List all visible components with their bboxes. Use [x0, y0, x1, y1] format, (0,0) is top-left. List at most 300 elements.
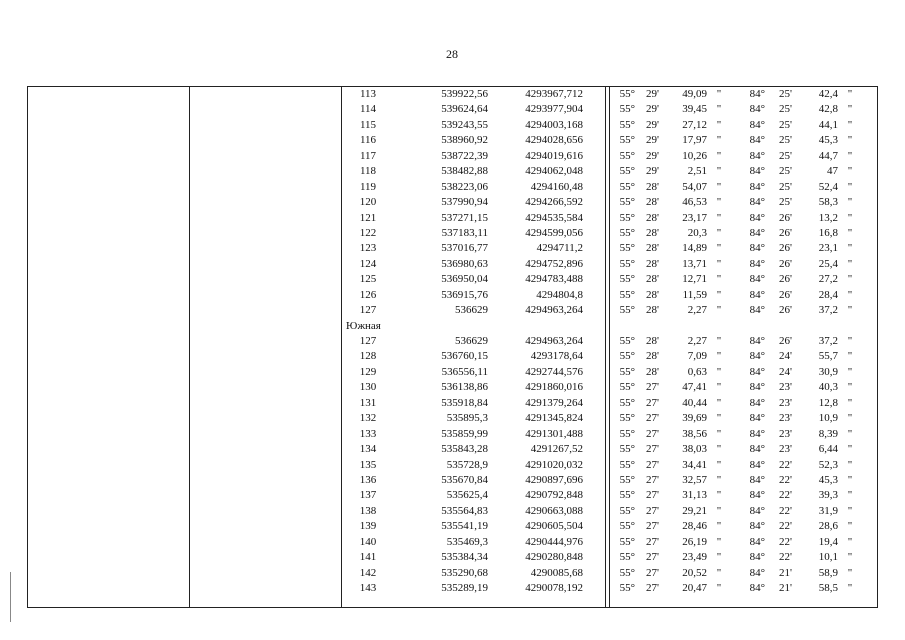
- longitude-seconds: 52,3: [818, 458, 838, 471]
- x-coordinate: 536950,04: [441, 273, 488, 286]
- y-coordinate: 4294535,584: [525, 211, 583, 224]
- longitude-minutes: 26': [779, 257, 792, 270]
- longitude-seconds: 42,8: [818, 103, 838, 116]
- latitude-degrees: 55°: [619, 582, 635, 594]
- latitude-degrees: 55°: [619, 381, 635, 394]
- longitude-seconds: 25,4: [818, 257, 838, 270]
- longitude-seconds: 52,4: [818, 180, 838, 193]
- latitude-seconds-mark: ": [716, 273, 722, 286]
- latitude-seconds-mark: ": [716, 427, 722, 440]
- latitude-seconds-mark: ": [716, 412, 722, 425]
- y-coordinate: 4294711,2: [536, 242, 583, 255]
- longitude-seconds: 10,9: [818, 412, 838, 425]
- longitude-minutes: 26': [779, 242, 792, 255]
- latitude-seconds: 13,71: [682, 257, 707, 270]
- y-coordinate: 4290897,696: [525, 473, 583, 486]
- table-row: [0, 211, 905, 226]
- latitude-degrees: 55°: [619, 226, 635, 239]
- latitude-seconds: 47,41: [682, 381, 707, 394]
- longitude-seconds-mark: ": [847, 118, 853, 131]
- longitude-seconds: 6,44: [818, 443, 838, 456]
- latitude-seconds: 17,97: [682, 134, 707, 147]
- latitude-minutes: 29': [646, 88, 659, 100]
- latitude-seconds: 29,21: [682, 504, 707, 517]
- longitude-seconds: 37,2: [818, 335, 838, 347]
- latitude-minutes: 29': [646, 134, 659, 147]
- table-row: [0, 272, 905, 287]
- longitude-seconds: 58,3: [818, 196, 838, 209]
- longitude-degrees: 84°: [749, 365, 765, 378]
- latitude-minutes: 28': [646, 365, 659, 378]
- longitude-degrees: 84°: [749, 489, 765, 502]
- longitude-seconds: 28,6: [818, 520, 838, 533]
- longitude-degrees: 84°: [749, 458, 765, 471]
- x-coordinate: 535289,19: [441, 582, 488, 594]
- point-number: 125: [359, 273, 377, 286]
- table-row: [0, 349, 905, 364]
- longitude-seconds-mark: ": [847, 412, 853, 425]
- x-coordinate: 535670,84: [441, 473, 488, 486]
- latitude-degrees: 55°: [619, 103, 635, 116]
- x-coordinate: 537990,94: [441, 196, 488, 209]
- x-coordinate: 536556,11: [441, 365, 488, 378]
- latitude-seconds-mark: ": [716, 335, 722, 347]
- longitude-degrees: 84°: [749, 381, 765, 394]
- longitude-seconds-mark: ": [847, 489, 853, 502]
- x-coordinate: 535918,84: [441, 396, 488, 409]
- point-number: 135: [359, 458, 377, 471]
- longitude-seconds: 13,2: [818, 211, 838, 224]
- longitude-degrees: 84°: [749, 118, 765, 131]
- latitude-seconds-mark: ": [716, 566, 722, 579]
- point-number: 127: [359, 335, 377, 347]
- table-row: [0, 241, 905, 256]
- longitude-degrees: 84°: [749, 88, 765, 100]
- latitude-seconds: 39,69: [682, 412, 707, 425]
- latitude-degrees: 55°: [619, 288, 635, 301]
- latitude-seconds-mark: ": [716, 582, 722, 594]
- latitude-minutes: 27': [646, 520, 659, 533]
- latitude-seconds: 23,49: [682, 551, 707, 564]
- latitude-minutes: 28': [646, 350, 659, 363]
- latitude-minutes: 27': [646, 535, 659, 548]
- latitude-seconds-mark: ": [716, 88, 722, 100]
- longitude-minutes: 22': [779, 489, 792, 502]
- y-coordinate: 4292744,576: [525, 365, 583, 378]
- latitude-seconds: 34,41: [682, 458, 707, 471]
- y-coordinate: 4294752,896: [525, 257, 583, 270]
- longitude-degrees: 84°: [749, 443, 765, 456]
- latitude-seconds: 2,27: [687, 335, 707, 347]
- longitude-seconds-mark: ": [847, 566, 853, 579]
- longitude-minutes: 26': [779, 304, 792, 317]
- latitude-seconds-mark: ": [716, 257, 722, 270]
- longitude-minutes: 22': [779, 520, 792, 533]
- longitude-minutes: 23': [779, 443, 792, 456]
- latitude-minutes: 29': [646, 165, 659, 178]
- longitude-degrees: 84°: [749, 566, 765, 579]
- point-number: 115: [359, 118, 377, 131]
- latitude-seconds: 32,57: [682, 473, 707, 486]
- table-row: [0, 411, 905, 426]
- longitude-degrees: 84°: [749, 226, 765, 239]
- longitude-seconds: 58,9: [818, 566, 838, 579]
- longitude-seconds: 31,9: [818, 504, 838, 517]
- latitude-minutes: 27': [646, 396, 659, 409]
- longitude-seconds-mark: ": [847, 535, 853, 548]
- x-coordinate: 535843,28: [441, 443, 488, 456]
- latitude-degrees: 55°: [619, 211, 635, 224]
- longitude-seconds-mark: ": [847, 88, 853, 100]
- table-row: [0, 396, 905, 411]
- longitude-seconds: 47: [827, 165, 838, 178]
- latitude-seconds: 38,56: [682, 427, 707, 440]
- longitude-seconds-mark: ": [847, 381, 853, 394]
- latitude-minutes: 28': [646, 335, 659, 347]
- table-row: [0, 164, 905, 179]
- section-label: Южная: [346, 319, 381, 332]
- latitude-seconds-mark: ": [716, 149, 722, 162]
- longitude-minutes: 23': [779, 381, 792, 394]
- latitude-seconds-mark: ": [716, 134, 722, 147]
- latitude-degrees: 55°: [619, 304, 635, 317]
- y-coordinate: 4290663,088: [525, 504, 583, 517]
- point-number: 122: [359, 226, 377, 239]
- table-row: [0, 458, 905, 473]
- longitude-minutes: 26': [779, 335, 792, 347]
- longitude-minutes: 23': [779, 427, 792, 440]
- y-coordinate: 4294599,056: [525, 226, 583, 239]
- longitude-seconds: 10,1: [818, 551, 838, 564]
- latitude-seconds-mark: ": [716, 520, 722, 533]
- table-row: [0, 535, 905, 550]
- latitude-seconds-mark: ": [716, 165, 722, 178]
- longitude-seconds-mark: ": [847, 257, 853, 270]
- y-coordinate: 4293178,64: [530, 350, 583, 363]
- latitude-degrees: 55°: [619, 520, 635, 533]
- longitude-seconds-mark: ": [847, 582, 853, 594]
- latitude-minutes: 28': [646, 257, 659, 270]
- latitude-minutes: 27': [646, 551, 659, 564]
- latitude-seconds-mark: ": [716, 489, 722, 502]
- x-coordinate: 538223,06: [441, 180, 488, 193]
- y-coordinate: 4290280,848: [525, 551, 583, 564]
- x-coordinate: 536629: [455, 335, 488, 347]
- point-number: 127: [359, 304, 377, 317]
- table-row: [0, 473, 905, 488]
- y-coordinate: 4293967,712: [525, 88, 583, 100]
- longitude-seconds: 16,8: [818, 226, 838, 239]
- longitude-seconds: 8,39: [818, 427, 838, 440]
- longitude-minutes: 23': [779, 396, 792, 409]
- latitude-minutes: 27': [646, 458, 659, 471]
- latitude-seconds-mark: ": [716, 180, 722, 193]
- longitude-minutes: 23': [779, 412, 792, 425]
- longitude-seconds-mark: ": [847, 165, 853, 178]
- y-coordinate: 4294963,264: [525, 335, 583, 347]
- longitude-seconds: 58,5: [818, 582, 838, 594]
- table-row: [0, 257, 905, 272]
- latitude-minutes: 27': [646, 381, 659, 394]
- longitude-degrees: 84°: [749, 335, 765, 347]
- x-coordinate: 535541,19: [441, 520, 488, 533]
- latitude-degrees: 55°: [619, 396, 635, 409]
- latitude-seconds: 0,63: [687, 365, 707, 378]
- longitude-minutes: 22': [779, 504, 792, 517]
- longitude-seconds: 12,8: [818, 396, 838, 409]
- latitude-seconds-mark: ": [716, 103, 722, 116]
- longitude-degrees: 84°: [749, 304, 765, 317]
- latitude-seconds: 10,26: [682, 149, 707, 162]
- latitude-minutes: 28': [646, 288, 659, 301]
- latitude-minutes: 29': [646, 118, 659, 131]
- latitude-degrees: 55°: [619, 551, 635, 564]
- y-coordinate: 4291020,032: [525, 458, 583, 471]
- point-number: 121: [359, 211, 377, 224]
- longitude-seconds-mark: ": [847, 242, 853, 255]
- x-coordinate: 539922,56: [441, 88, 488, 100]
- point-number: 124: [359, 257, 377, 270]
- point-number: 131: [359, 396, 377, 409]
- table-row: [0, 149, 905, 164]
- longitude-minutes: 24': [779, 350, 792, 363]
- x-coordinate: 535469,3: [446, 535, 488, 548]
- latitude-seconds: 26,19: [682, 535, 707, 548]
- latitude-degrees: 55°: [619, 443, 635, 456]
- section-row: [0, 319, 905, 334]
- y-coordinate: 4294003,168: [525, 118, 583, 131]
- latitude-minutes: 27': [646, 473, 659, 486]
- longitude-minutes: 26': [779, 288, 792, 301]
- latitude-seconds-mark: ": [716, 242, 722, 255]
- longitude-degrees: 84°: [749, 242, 765, 255]
- longitude-seconds-mark: ": [847, 443, 853, 456]
- longitude-minutes: 25': [779, 165, 792, 178]
- latitude-degrees: 55°: [619, 458, 635, 471]
- point-number: 113: [359, 88, 377, 100]
- point-number: 141: [359, 551, 377, 564]
- latitude-minutes: 27': [646, 427, 659, 440]
- point-number: 136: [359, 473, 377, 486]
- longitude-degrees: 84°: [749, 196, 765, 209]
- y-coordinate: 4291345,824: [525, 412, 583, 425]
- latitude-degrees: 55°: [619, 134, 635, 147]
- x-coordinate: 535895,3: [446, 412, 488, 425]
- longitude-degrees: 84°: [749, 273, 765, 286]
- longitude-seconds-mark: ": [847, 551, 853, 564]
- latitude-seconds-mark: ": [716, 458, 722, 471]
- longitude-seconds: 27,2: [818, 273, 838, 286]
- longitude-minutes: 25': [779, 149, 792, 162]
- latitude-seconds-mark: ": [716, 443, 722, 456]
- longitude-degrees: 84°: [749, 257, 765, 270]
- longitude-seconds: 28,4: [818, 288, 838, 301]
- x-coordinate: 536629: [455, 304, 488, 317]
- longitude-degrees: 84°: [749, 288, 765, 301]
- longitude-seconds-mark: ": [847, 273, 853, 286]
- longitude-degrees: 84°: [749, 165, 765, 178]
- x-coordinate: 535290,68: [441, 566, 488, 579]
- x-coordinate: 535564,83: [441, 504, 488, 517]
- x-coordinate: 539243,55: [441, 118, 488, 131]
- latitude-seconds: 2,27: [687, 304, 707, 317]
- longitude-degrees: 84°: [749, 582, 765, 594]
- y-coordinate: 4294783,488: [525, 273, 583, 286]
- y-coordinate: 4291379,264: [525, 396, 583, 409]
- y-coordinate: 4290792,848: [525, 489, 583, 502]
- longitude-seconds-mark: ": [847, 473, 853, 486]
- point-number: 117: [359, 149, 377, 162]
- point-number: 134: [359, 443, 377, 456]
- longitude-minutes: 25': [779, 134, 792, 147]
- latitude-minutes: 27': [646, 504, 659, 517]
- table-row: [0, 303, 905, 318]
- x-coordinate: 537271,15: [441, 211, 488, 224]
- longitude-seconds-mark: ": [847, 504, 853, 517]
- longitude-degrees: 84°: [749, 396, 765, 409]
- latitude-minutes: 28': [646, 242, 659, 255]
- latitude-minutes: 27': [646, 582, 659, 594]
- latitude-degrees: 55°: [619, 365, 635, 378]
- longitude-minutes: 21': [779, 566, 792, 579]
- latitude-seconds: 7,09: [687, 350, 707, 363]
- table-row: [0, 118, 905, 133]
- longitude-seconds: 44,1: [818, 118, 838, 131]
- longitude-minutes: 22': [779, 473, 792, 486]
- longitude-seconds-mark: ": [847, 396, 853, 409]
- latitude-seconds-mark: ": [716, 196, 722, 209]
- latitude-seconds-mark: ": [716, 551, 722, 564]
- x-coordinate: 539624,64: [441, 103, 488, 116]
- y-coordinate: 4294266,592: [525, 196, 583, 209]
- y-coordinate: 4291860,016: [525, 381, 583, 394]
- longitude-degrees: 84°: [749, 180, 765, 193]
- latitude-seconds-mark: ": [716, 211, 722, 224]
- point-number: 114: [359, 103, 377, 116]
- table-row: [0, 87, 905, 102]
- longitude-seconds-mark: ": [847, 134, 853, 147]
- table-row: [0, 380, 905, 395]
- point-number: 129: [359, 365, 377, 378]
- table-row: [0, 581, 905, 596]
- latitude-degrees: 55°: [619, 165, 635, 178]
- longitude-seconds: 55,7: [818, 350, 838, 363]
- latitude-seconds: 46,53: [682, 196, 707, 209]
- x-coordinate: 535625,4: [446, 489, 488, 502]
- latitude-seconds-mark: ": [716, 535, 722, 548]
- longitude-degrees: 84°: [749, 149, 765, 162]
- longitude-minutes: 22': [779, 551, 792, 564]
- table-row: [0, 566, 905, 581]
- longitude-minutes: 24': [779, 365, 792, 378]
- longitude-minutes: 22': [779, 535, 792, 548]
- latitude-degrees: 55°: [619, 180, 635, 193]
- x-coordinate: 536915,76: [441, 288, 488, 301]
- latitude-minutes: 28': [646, 196, 659, 209]
- longitude-minutes: 25': [779, 196, 792, 209]
- longitude-seconds: 23,1: [818, 242, 838, 255]
- table-row: [0, 519, 905, 534]
- table-row: [0, 427, 905, 442]
- page-number: 28: [446, 47, 458, 61]
- y-coordinate: 4293977,904: [525, 103, 583, 116]
- longitude-seconds-mark: ": [847, 335, 853, 347]
- longitude-degrees: 84°: [749, 134, 765, 147]
- latitude-degrees: 55°: [619, 535, 635, 548]
- latitude-seconds: 14,89: [682, 242, 707, 255]
- latitude-seconds-mark: ": [716, 350, 722, 363]
- latitude-degrees: 55°: [619, 242, 635, 255]
- longitude-seconds-mark: ": [847, 365, 853, 378]
- longitude-minutes: 21': [779, 582, 792, 594]
- longitude-seconds: 45,3: [818, 473, 838, 486]
- table-row: [0, 133, 905, 148]
- latitude-minutes: 28': [646, 226, 659, 239]
- latitude-degrees: 55°: [619, 427, 635, 440]
- latitude-minutes: 27': [646, 566, 659, 579]
- point-number: 120: [359, 196, 377, 209]
- point-number: 142: [359, 566, 377, 579]
- latitude-degrees: 55°: [619, 118, 635, 131]
- longitude-degrees: 84°: [749, 427, 765, 440]
- latitude-degrees: 55°: [619, 257, 635, 270]
- latitude-seconds: 31,13: [682, 489, 707, 502]
- y-coordinate: 4294804,8: [536, 288, 583, 301]
- longitude-seconds: 40,3: [818, 381, 838, 394]
- longitude-degrees: 84°: [749, 473, 765, 486]
- longitude-degrees: 84°: [749, 520, 765, 533]
- point-number: 133: [359, 427, 377, 440]
- longitude-seconds: 37,2: [818, 304, 838, 317]
- latitude-seconds: 40,44: [682, 396, 707, 409]
- longitude-seconds-mark: ": [847, 149, 853, 162]
- latitude-seconds: 2,51: [687, 165, 707, 178]
- table-row: [0, 102, 905, 117]
- latitude-seconds-mark: ": [716, 118, 722, 131]
- table-row: [0, 365, 905, 380]
- longitude-seconds-mark: ": [847, 211, 853, 224]
- longitude-degrees: 84°: [749, 103, 765, 116]
- latitude-degrees: 55°: [619, 196, 635, 209]
- latitude-seconds-mark: ": [716, 226, 722, 239]
- latitude-degrees: 55°: [619, 350, 635, 363]
- latitude-seconds-mark: ": [716, 381, 722, 394]
- x-coordinate: 535859,99: [441, 427, 488, 440]
- longitude-seconds-mark: ": [847, 288, 853, 301]
- x-coordinate: 535384,34: [441, 551, 488, 564]
- latitude-degrees: 55°: [619, 473, 635, 486]
- x-coordinate: 538722,39: [441, 149, 488, 162]
- latitude-degrees: 55°: [619, 504, 635, 517]
- longitude-degrees: 84°: [749, 350, 765, 363]
- longitude-minutes: 25': [779, 103, 792, 116]
- x-coordinate: 537016,77: [441, 242, 488, 255]
- table-row: [0, 504, 905, 519]
- latitude-seconds: 20,3: [687, 226, 707, 239]
- longitude-seconds: 30,9: [818, 365, 838, 378]
- y-coordinate: 4290085,68: [530, 566, 583, 579]
- latitude-seconds: 54,07: [682, 180, 707, 193]
- latitude-seconds: 20,47: [682, 582, 707, 594]
- longitude-seconds-mark: ": [847, 427, 853, 440]
- longitude-seconds-mark: ": [847, 180, 853, 193]
- table-row: [0, 550, 905, 565]
- point-number: 130: [359, 381, 377, 394]
- point-number: 137: [359, 489, 377, 502]
- latitude-seconds-mark: ": [716, 288, 722, 301]
- y-coordinate: 4294963,264: [525, 304, 583, 317]
- point-number: 123: [359, 242, 377, 255]
